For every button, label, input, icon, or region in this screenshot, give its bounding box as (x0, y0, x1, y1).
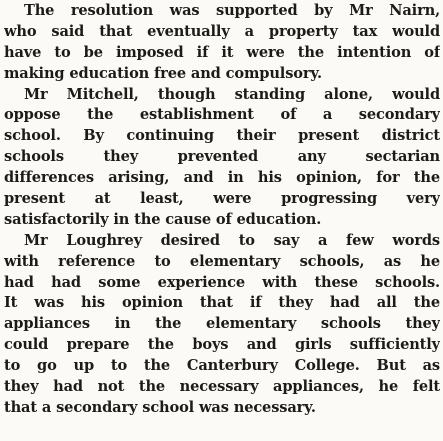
text-line: could prepare the boys and girls sufficiently (4, 336, 440, 354)
text-line: to go up to the Canterbury College. But as (4, 357, 440, 375)
paragraph-nairn (4, 1, 440, 85)
text-line: they had not the necessary appliances, he felt (4, 378, 440, 396)
paragraph-mitchell (4, 85, 440, 231)
text-line: Mr Mitchell, though standing alone, would (24, 85, 440, 103)
text-line: with reference to elementary schools, as he (4, 252, 440, 270)
text-line: who said that eventually a property tax would (4, 22, 440, 40)
text-line: schools they prevented any sectarian (4, 148, 440, 166)
text-line: appliances in the elementary schools they (4, 315, 440, 333)
text-line: making education free and compulsory. (4, 64, 322, 82)
text-line: that a secondary school was necessary. (4, 398, 316, 416)
text-line: oppose the establishment of a secondary (4, 106, 440, 124)
text-line: school. By continuing their present district (4, 127, 440, 145)
paragraph-loughrey (4, 231, 440, 419)
text-line: satisfactorily in the cause of education. (4, 210, 322, 228)
text-line: present at least, were progressing very (4, 190, 440, 208)
text-line: It was his opinion that if they had all the (4, 294, 440, 312)
text-line: have to be imposed if it were the intention of (4, 43, 440, 61)
text-line: Mr Loughrey desired to say a few words (24, 231, 440, 249)
article-column (4, 1, 440, 419)
text-line: had had some experience with these schools. (4, 273, 440, 291)
text-line: The resolution was supported by Mr Nairn, (24, 2, 440, 19)
text-line: differences arising, and in his opinion, for the (4, 169, 440, 187)
